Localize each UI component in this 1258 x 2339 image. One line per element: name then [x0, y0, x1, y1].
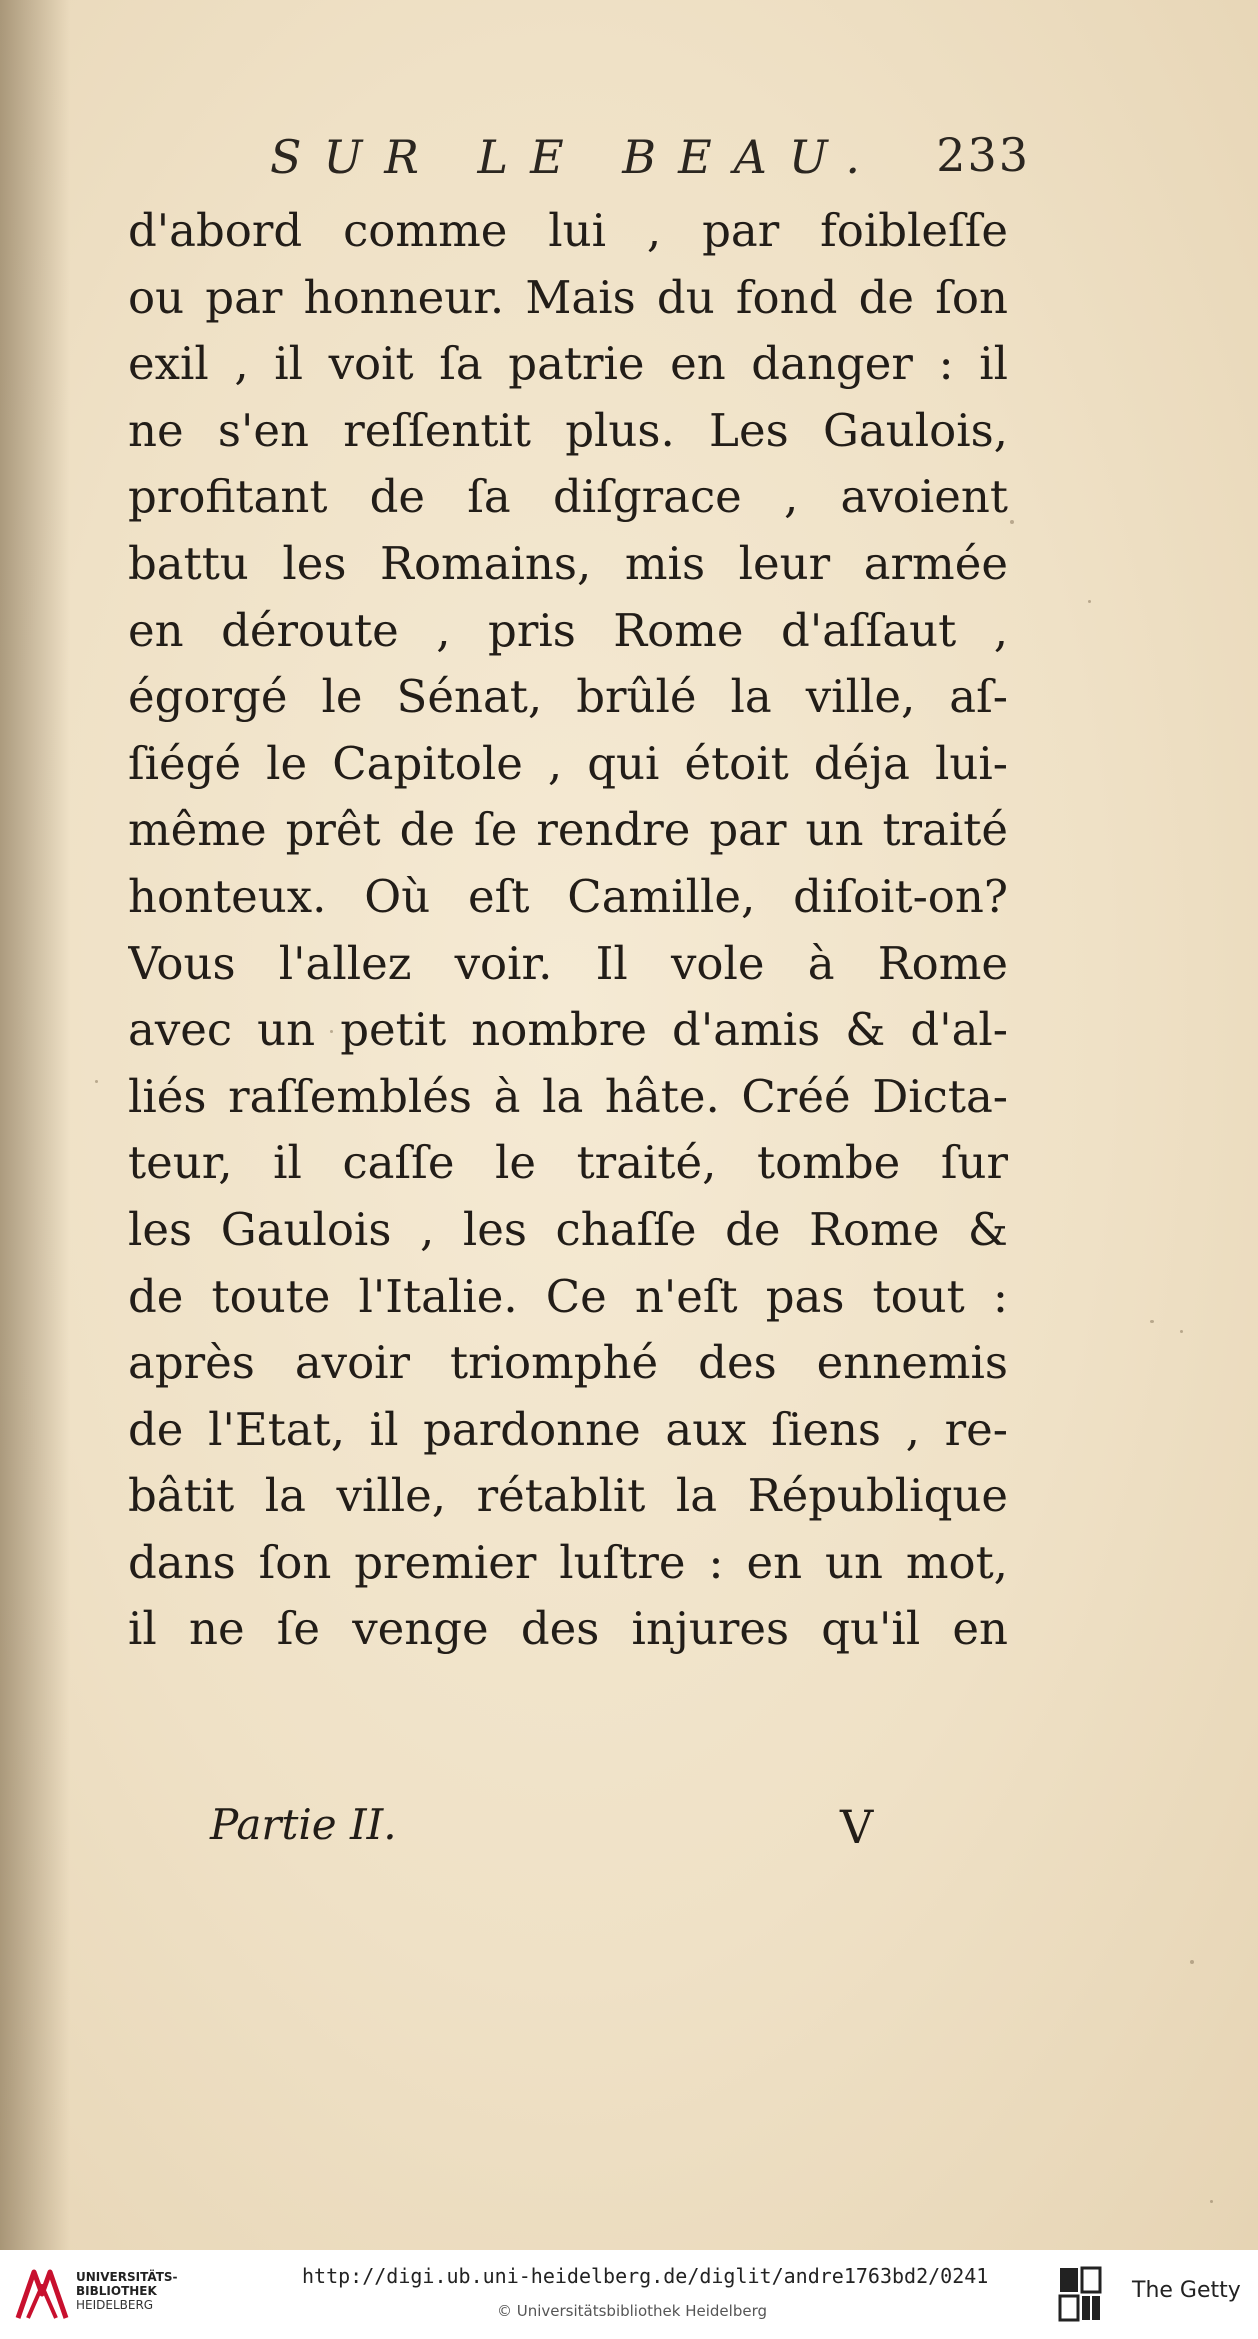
text-line: battu les Romains, mis leur armée — [128, 536, 1008, 590]
heidelberg-library-logo-icon[interactable] — [14, 2264, 70, 2324]
text-line: ne s'en reſſentit plus. Les Gaulois, — [128, 403, 1008, 457]
running-head-title: SUR LE BEAU. — [270, 130, 883, 184]
running-head — [270, 130, 1030, 190]
text-line: honteux. Où eſt Camille, diſoit-on? — [128, 869, 1008, 923]
viewer-footer — [0, 2250, 1258, 2339]
partner-name: The Getty — [1132, 2278, 1241, 2303]
text-line: de toute l'Italie. Ce n'eſt pas tout : — [128, 1269, 1008, 1323]
text-line: liés raſſemblés à la hâte. Créé Dicta- — [128, 1069, 1008, 1123]
text-line: teur, il caſſe le traité, tombe ſur — [128, 1136, 1008, 1190]
library-line: BIBLIOTHEK — [76, 2284, 157, 2298]
signature-mark: Partie II. — [210, 1800, 397, 1849]
text-line: après avoir triomphé des ennemis — [128, 1336, 1008, 1390]
text-line: profitant de ſa diſgrace , avoient — [128, 470, 1008, 524]
library-line: UNIVERSITÄTS- — [76, 2270, 178, 2284]
library-name — [76, 2270, 178, 2312]
text-line: en déroute , pris Rome d'aſſaut , — [128, 603, 1008, 657]
copyright-notice: © Universitätsbibliothek Heidelberg — [496, 2302, 767, 2320]
body-text — [128, 198, 1008, 1663]
text-line: avec un petit nombre d'amis & d'al- — [128, 1003, 1008, 1057]
text-line: même prêt de ſe rendre par un traité — [128, 803, 1008, 857]
gathering-mark: V — [840, 1800, 874, 1854]
text-line: égorgé le Sénat, brûlé la ville, aſ- — [128, 670, 1008, 724]
text-line: il ne ſe venge des injures qu'il en — [128, 1602, 1008, 1656]
text-line: exil , il voit ſa patrie en danger : il — [128, 337, 1008, 391]
text-line: bâtit la ville, rétablit la République — [128, 1469, 1008, 1523]
text-line: d'abord comme lui , par foibleſſe — [128, 204, 1008, 257]
text-line: de l'Etat, il pardonne aux ſiens , re- — [128, 1402, 1008, 1456]
text-line: Vous l'allez voir. Il vole à Rome — [128, 936, 1008, 990]
gutter-shadow — [0, 0, 70, 2250]
page-number: 233 — [936, 128, 1030, 182]
text-line: ou par honneur. Mais du fond de ſon — [128, 270, 1008, 324]
permalink-url[interactable]: http://digi.ub.uni-heidelberg.de/diglit/andre1763bd2/0241 — [302, 2264, 989, 2288]
library-line: HEIDELBERG — [76, 2298, 154, 2312]
text-line: ſiégé le Capitole , qui étoit déja lui- — [128, 736, 1008, 790]
getty-logo-icon[interactable] — [1058, 2266, 1102, 2322]
text-line: dans ſon premier luſtre : en un mot, — [128, 1535, 1008, 1589]
text-line: les Gaulois , les chaſſe de Rome & — [128, 1202, 1008, 1256]
